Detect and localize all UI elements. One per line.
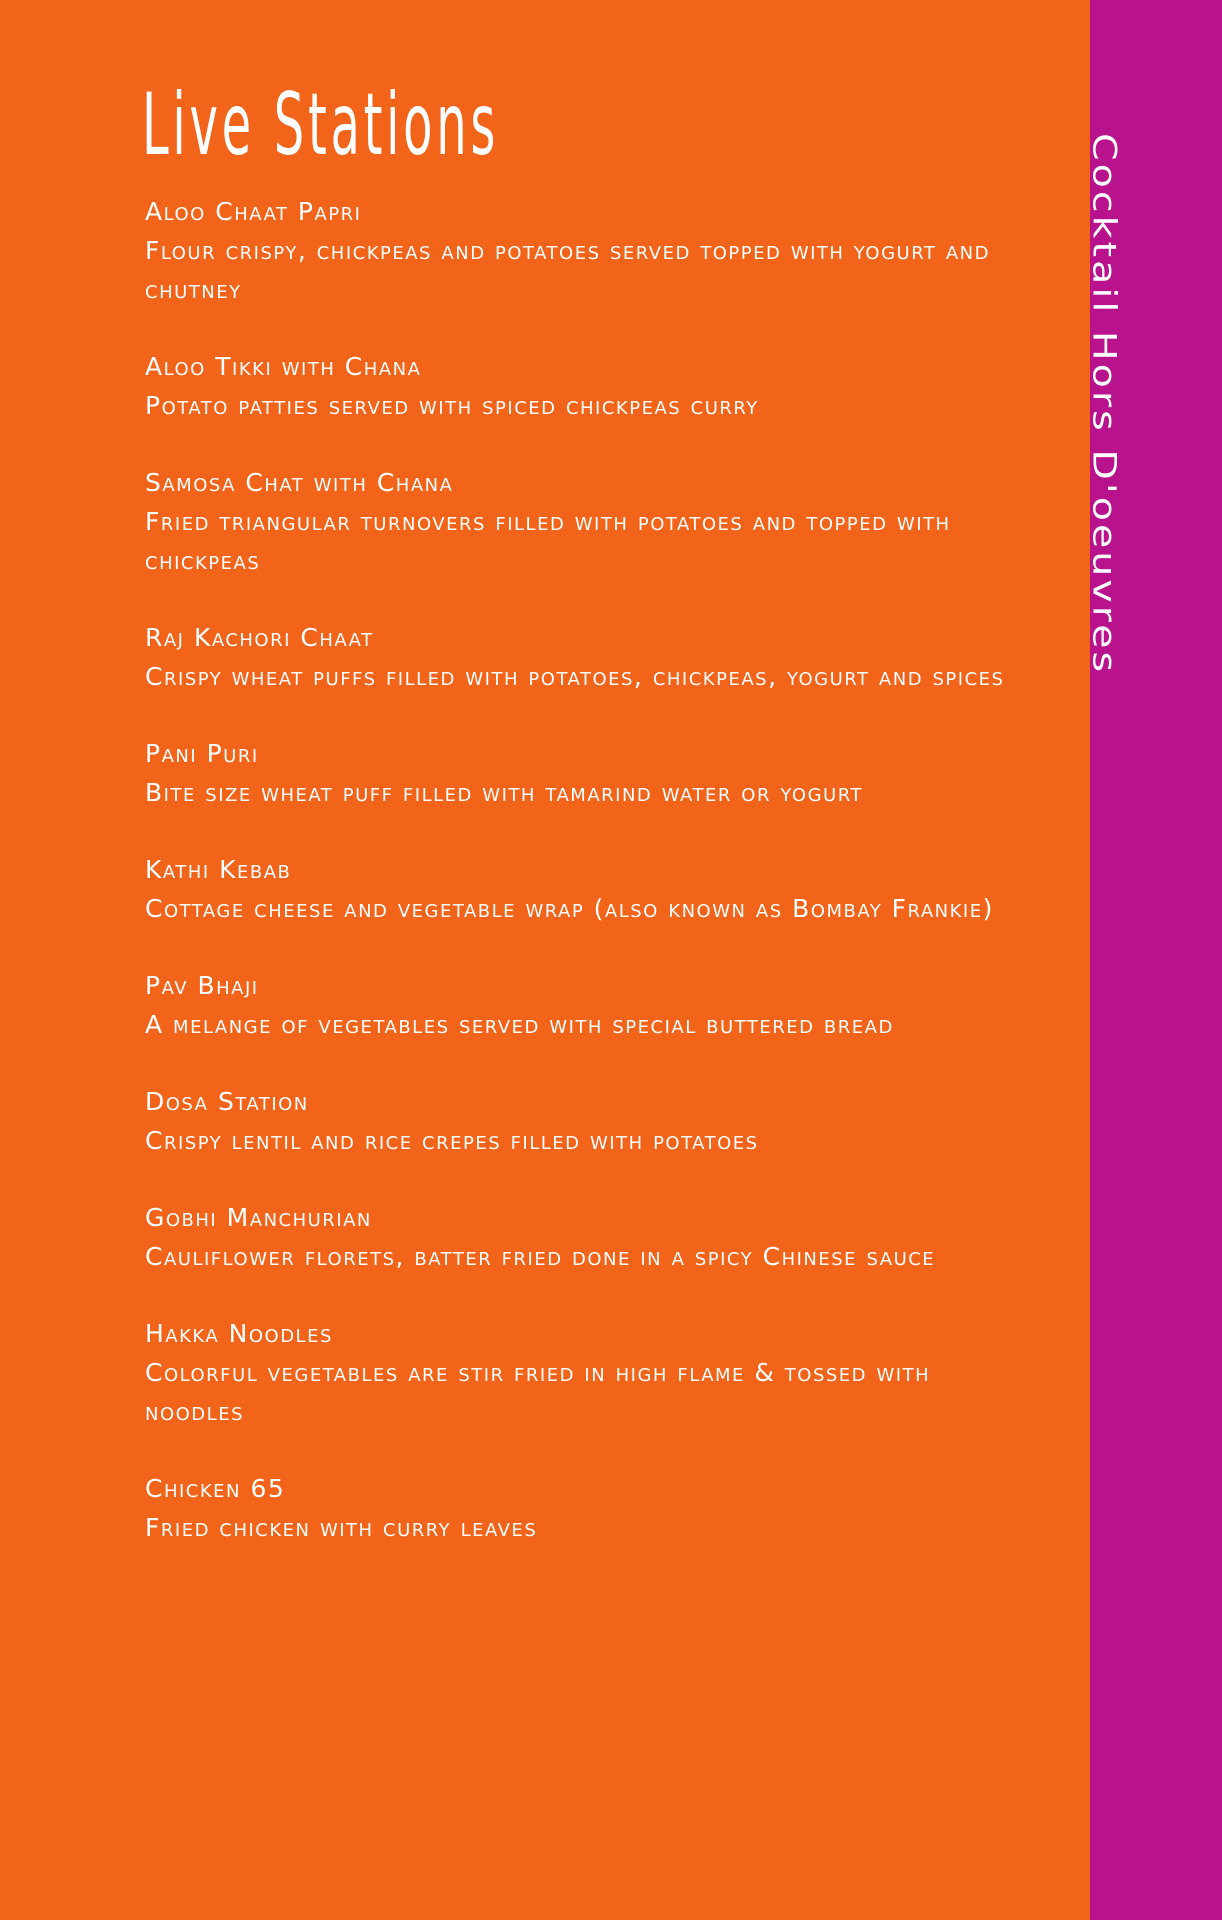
menu-item-name: Raj Kachori Chaat bbox=[145, 623, 374, 652]
menu-item-description: Bite size wheat puff filled with tamarind water or yogurt bbox=[145, 778, 863, 807]
menu-item-description: Fried chicken with curry leaves bbox=[145, 1513, 538, 1542]
menu-item bbox=[145, 1469, 1015, 1547]
menu-item-description: Potato patties served with spiced chickpeas curry bbox=[145, 391, 759, 420]
menu-item-name: Samosa Chat with Chana bbox=[145, 468, 454, 497]
menu-item bbox=[145, 1198, 1015, 1276]
menu-item bbox=[145, 1314, 1015, 1431]
menu-item bbox=[145, 618, 1015, 696]
menu-item-description: Flour crispy, chickpeas and potatoes served topped with yogurt and chutney bbox=[145, 236, 990, 304]
menu-item-description: Crispy lentil and rice crepes filled with potatoes bbox=[145, 1126, 759, 1155]
menu-item-name: Dosa Station bbox=[145, 1087, 309, 1116]
menu-item-name: Pav Bhaji bbox=[145, 971, 259, 1000]
menu-list bbox=[145, 192, 1015, 1585]
menu-item-name: Kathi Kebab bbox=[145, 855, 292, 884]
menu-item-description: Fried triangular turnovers filled with potatoes and topped with chickpeas bbox=[145, 507, 951, 575]
menu-item bbox=[145, 1082, 1015, 1160]
menu-item-name: Aloo Chaat Papri bbox=[145, 197, 362, 226]
menu-item-name: Gobhi Manchurian bbox=[145, 1203, 372, 1232]
menu-item-name: Aloo Tikki with Chana bbox=[145, 352, 422, 381]
menu-item bbox=[145, 734, 1015, 812]
menu-item-description: Cottage cheese and vegetable wrap (also known as Bombay Frankie) bbox=[145, 894, 994, 923]
menu-item-description: A melange of vegetables served with special buttered bread bbox=[145, 1010, 894, 1039]
menu-item bbox=[145, 850, 1015, 928]
page-title: Live Stations bbox=[142, 75, 500, 175]
menu-item-name: Chicken 65 bbox=[145, 1474, 286, 1503]
menu-item-name: Hakka Noodles bbox=[145, 1319, 333, 1348]
menu-item bbox=[145, 463, 1015, 580]
section-label-vertical: Cocktail Hors D'oeuvres bbox=[1085, 133, 1123, 676]
menu-item-name: Pani Puri bbox=[145, 739, 259, 768]
menu-item bbox=[145, 966, 1015, 1044]
menu-item bbox=[145, 192, 1015, 309]
menu-item-description: Colorful vegetables are stir fried in high flame & tossed with noodles bbox=[145, 1358, 931, 1426]
menu-item-description: Cauliflower florets, batter fried done in a spicy Chinese sauce bbox=[145, 1242, 936, 1271]
menu-item bbox=[145, 347, 1015, 425]
menu-item-description: Crispy wheat puffs filled with potatoes, chickpeas, yogurt and spices bbox=[145, 662, 1005, 691]
